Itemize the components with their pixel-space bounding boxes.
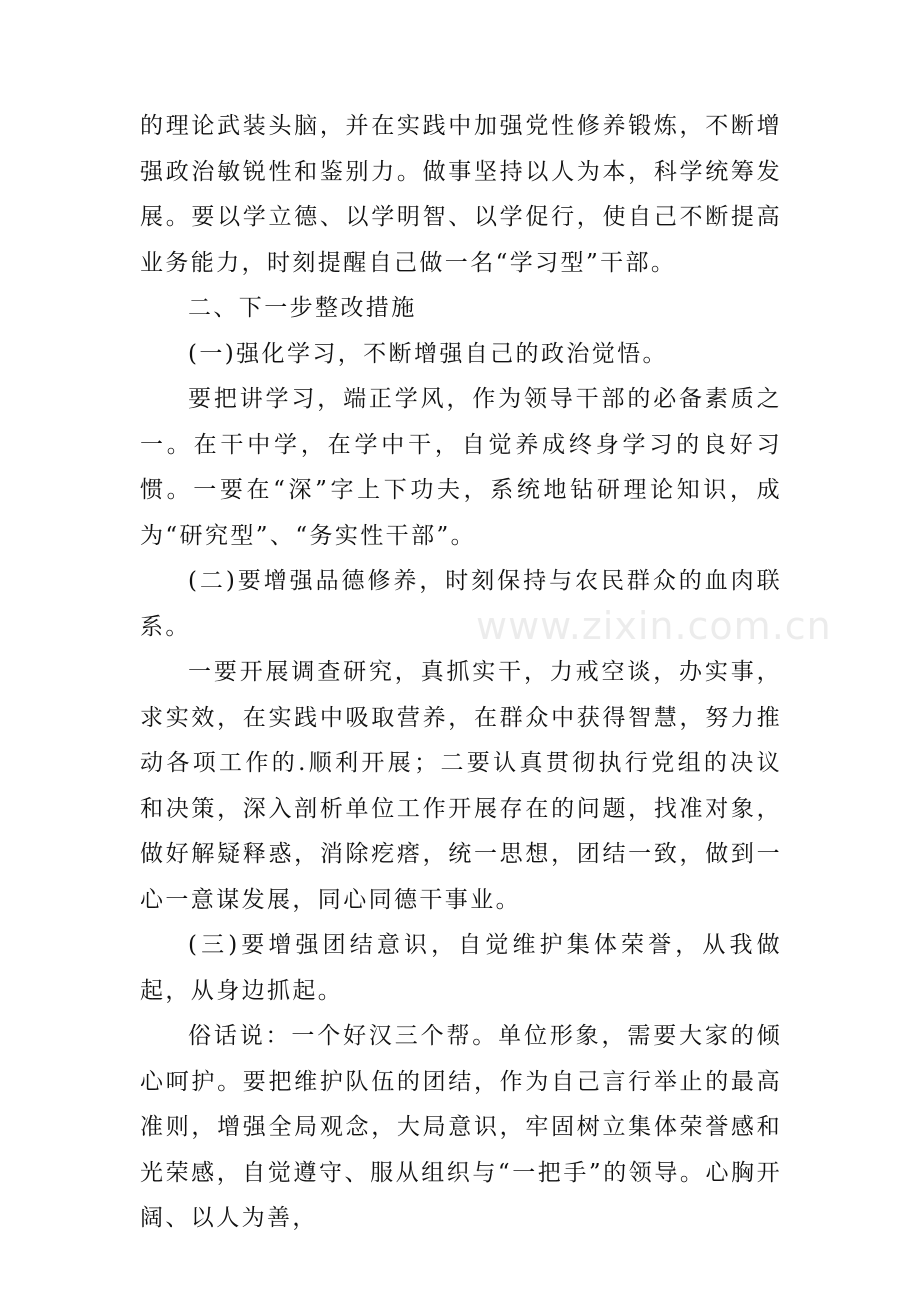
document-body (140, 104, 782, 1242)
paragraph: 的理论武装头脑，并在实践中加强党性修养锻炼，不断增强政治敏锐性和鉴别力。做事坚持以人为本，科学统筹发展。要以学立德、以学明智、以学促行，使自己不断提高业务能力，时刻提醒自己做一名“学习型”干部。 (140, 113, 782, 276)
subsection-heading: (二)要增强品德修养，时刻保持与农民群众的血肉联系。 (140, 568, 782, 640)
paragraph: 俗话说：一个好汉三个帮。单位形象，需要大家的倾心呵护。要把维护队伍的团结，作为自己言行举止的最高准则，增强全局观念，大局意识，牢固树立集体荣誉感和光荣感，自觉遵守、服从组织与“一把手”的领导。心胸开阔、以人为善， (140, 1023, 782, 1231)
paragraph: 要把讲学习，端正学风，作为领导干部的必备素质之一。在干中学，在学中干，自觉养成终身学习的良好习惯。一要在“深”字上下功夫，系统地钻研理论知识，成为“研究型”、“务实性干部”。 (140, 386, 782, 549)
section-heading: 二、下一步整改措施 (188, 295, 417, 321)
paragraph: 一要开展调查研究，真抓实干，力戒空谈，办实事，求实效，在实践中吸取营养，在群众中获得智慧，努力推动各项工作的.顺利开展；二要认真贯彻执行党组的决议和决策，深入剖析单位工作开展存在的问题，找准对象，做好解疑释惑，消除疙瘩，统一思想，团结一致，做到一心一意谋发展，同心同德干事业。 (140, 659, 782, 913)
watermark: www.zixin.com.cn (476, 604, 832, 648)
subsection-heading: (一)强化学习，不断增强自己的政治觉悟。 (188, 340, 668, 367)
subsection-heading: (三)要增强团结意识，自觉维护集体荣誉，从我做起，从身边抓起。 (140, 932, 782, 1004)
